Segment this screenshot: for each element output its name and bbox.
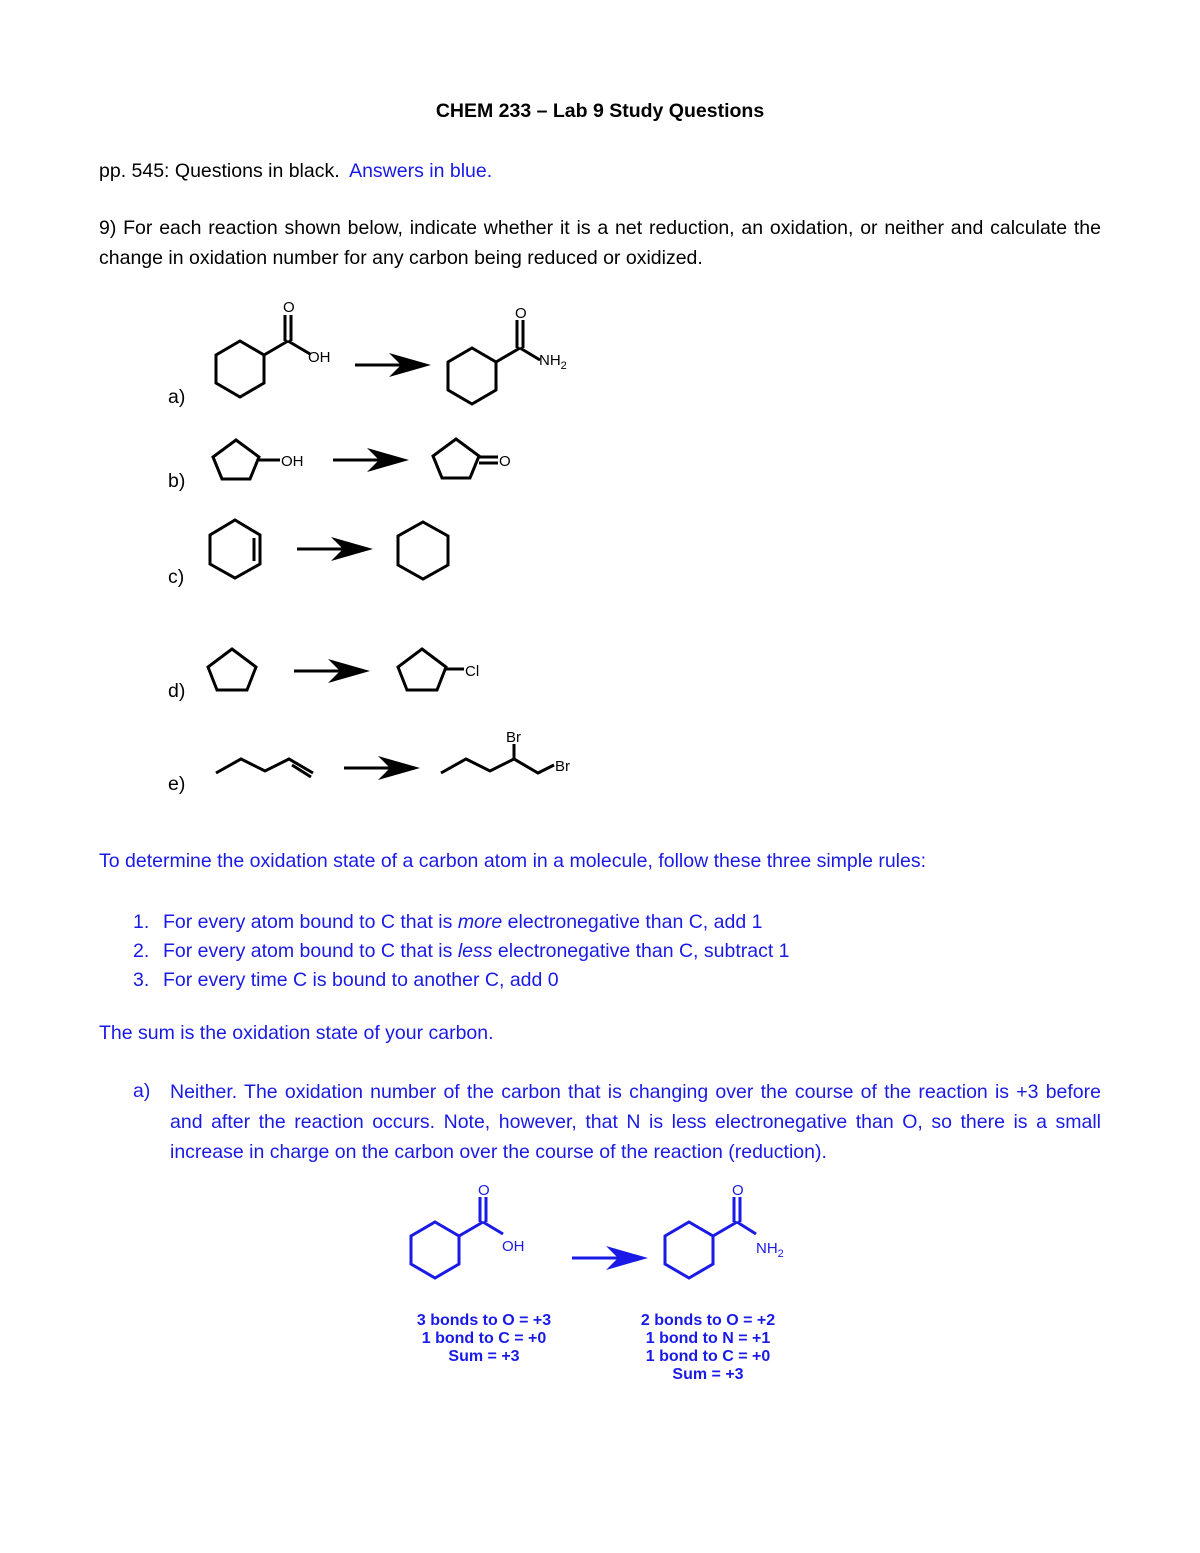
- carbonyl-o-a2: O: [515, 305, 527, 322]
- rules-list: [133, 908, 790, 995]
- answer-nh-label: $NH_2$: [756, 1240, 784, 1260]
- nh-label-a: $NH_2$: [539, 352, 567, 372]
- intro-prefix: pp. 545: Questions in black.: [99, 160, 340, 182]
- left-tally-line: 1 bond to C = +0: [421, 1330, 547, 1347]
- oh-label-b: OH: [281, 453, 304, 470]
- intro-answers: Answers in blue.: [349, 160, 493, 182]
- rule-item-1: 1. For every atom bound to C that is more electronegative than C, add 1: [133, 911, 763, 933]
- reaction-label-a: a): [168, 386, 186, 408]
- intro-line: [99, 160, 492, 183]
- carbonyl-o-a1: O: [283, 299, 295, 316]
- answer-a-structures: [380, 1185, 840, 1295]
- left-tally-line: 3 bonds to O = +3: [416, 1312, 552, 1329]
- reaction-structures: [0, 290, 700, 810]
- dibromopentane: [441, 744, 554, 773]
- rules-intro: To determine the oxidation state of a carbon atom in a molecule, follow these three simple rules:: [99, 850, 927, 872]
- cyclohexene: [210, 520, 260, 578]
- oh-label-a: OH: [308, 349, 331, 366]
- answer-oh-label: OH: [502, 1238, 525, 1255]
- cyclopentane: [208, 649, 256, 690]
- answer-acid: [411, 1197, 503, 1278]
- cyclohexane: [398, 522, 448, 579]
- reaction-label-e: e): [168, 773, 186, 795]
- question-text: 9) For each reaction shown below, indicate whether it is a net reduction, an oxidation, or neither and calculate the change in oxidation number for any carbon being reduced or oxidized.: [99, 217, 1101, 269]
- cyclohexane-carboxamide: [448, 320, 540, 404]
- pentene: [216, 759, 313, 777]
- br-label-e2: Br: [555, 758, 570, 775]
- answer-amide: [665, 1197, 756, 1278]
- answer-right-tally: [608, 1312, 808, 1384]
- right-tally-line: 1 bond to N = +1: [645, 1330, 771, 1347]
- br-label-e1: Br: [506, 729, 521, 746]
- reaction-label-c: c): [168, 566, 185, 588]
- answer-a-text: Neither. The oxidation number of the carbon that is changing over the course of the reaction is +3 before and after the reaction occurs. Note, however, that N is less electronegative than O, so there is a small increase in charge on the carbon over the course of the reaction (reduction).: [170, 1081, 1101, 1163]
- cyclohexane-carboxylic-acid: [216, 315, 310, 397]
- answer-carbonyl-o2: O: [732, 1185, 744, 1199]
- rule-item-2: 2. For every atom bound to C that is less electronegative than C, subtract 1: [133, 940, 790, 962]
- cyclopentanone: [433, 439, 498, 478]
- carbonyl-o-b: O: [499, 453, 511, 470]
- answer-a-label: a): [133, 1080, 151, 1102]
- answer-carbonyl-o1: O: [478, 1185, 490, 1199]
- page-title: CHEM 233 – Lab 9 Study Questions: [435, 100, 765, 122]
- reaction-label-b: b): [168, 470, 186, 492]
- cyclopentanol: [213, 440, 280, 479]
- left-tally-line: Sum = +3: [448, 1348, 520, 1365]
- rule-item-3: 3. For every time C is bound to another C, add 0: [133, 969, 559, 991]
- cl-label-d: Cl: [465, 663, 480, 680]
- reaction-label-d: d): [168, 680, 186, 702]
- chlorocyclopentane: [398, 649, 464, 690]
- rules-sum: The sum is the oxidation state of your carbon.: [99, 1022, 494, 1044]
- right-tally-line: 2 bonds to O = +2: [640, 1312, 776, 1329]
- answer-left-tally: [384, 1312, 584, 1366]
- right-tally-line: 1 bond to C = +0: [645, 1348, 771, 1365]
- right-tally-line: Sum = +3: [672, 1366, 744, 1383]
